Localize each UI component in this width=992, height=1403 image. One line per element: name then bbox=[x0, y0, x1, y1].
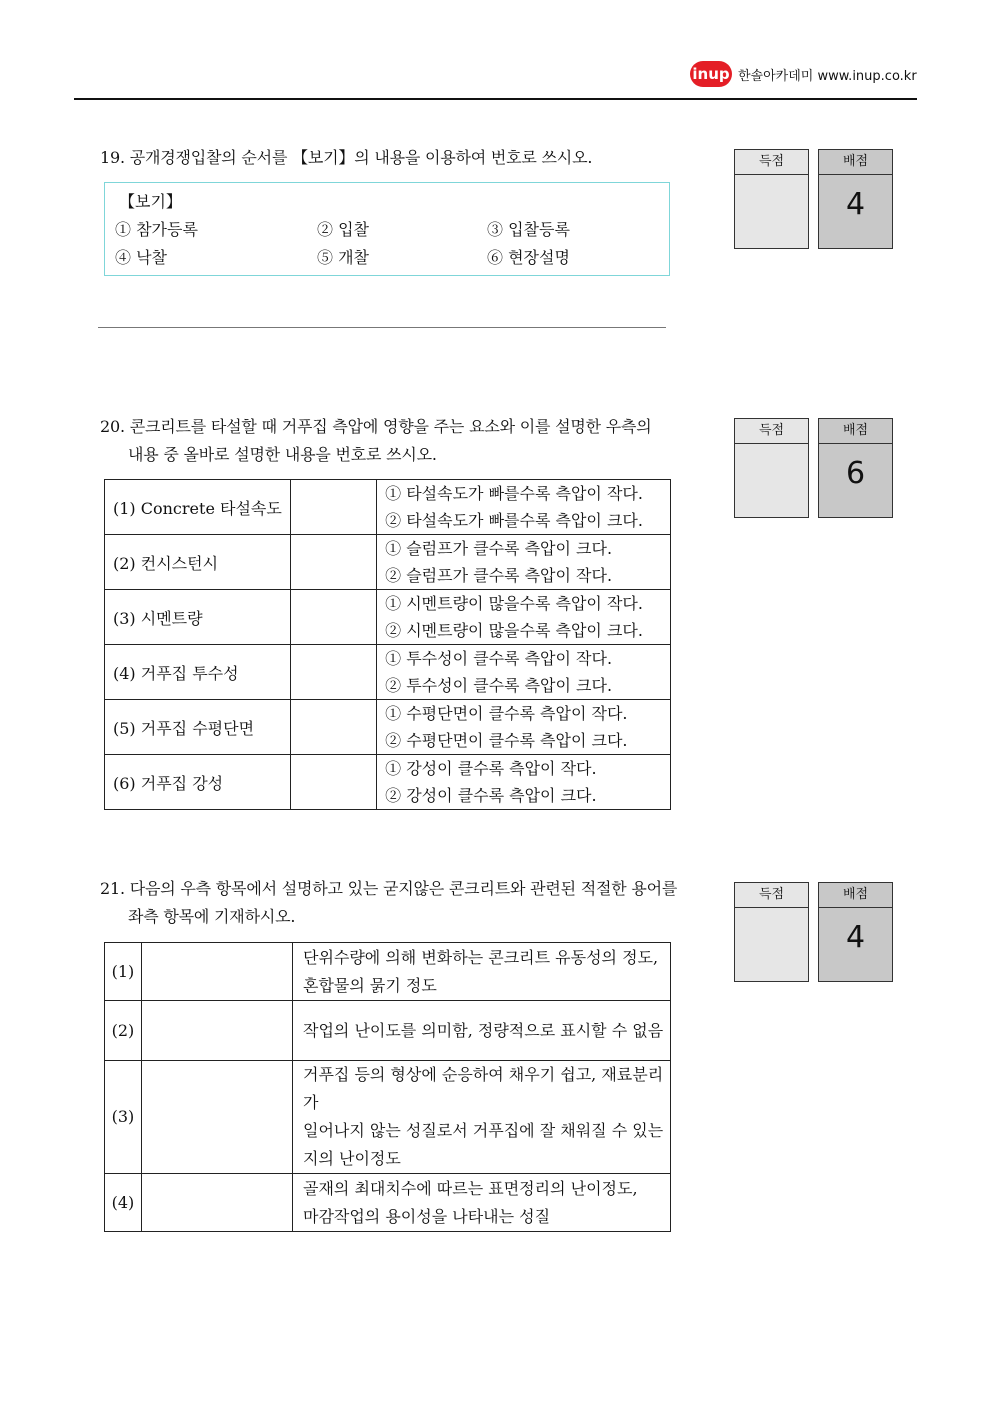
q21-desc bbox=[292, 943, 670, 1001]
q21-line2: 좌측 항목에 기재하시오. bbox=[128, 907, 296, 926]
q19-points-value: 4 bbox=[845, 187, 866, 222]
table-row bbox=[105, 535, 671, 590]
q20-score-points bbox=[818, 418, 893, 518]
q20-factor: (4) 거푸집 투수성 bbox=[105, 645, 291, 700]
q20-answer-cell[interactable] bbox=[290, 700, 377, 755]
q20-desc-b: ② 슬럼프가 클수록 측압이 작다. bbox=[385, 566, 613, 585]
table-row bbox=[105, 1174, 671, 1232]
q21-answer-cell[interactable] bbox=[141, 943, 292, 1001]
q20-got-label: 득점 bbox=[735, 419, 808, 444]
q19-score-got bbox=[734, 149, 809, 249]
q20-answer-cell[interactable] bbox=[290, 645, 377, 700]
q20-points-label: 배점 bbox=[819, 419, 892, 444]
q21-got-label: 득점 bbox=[735, 883, 808, 908]
table-row bbox=[105, 1061, 671, 1174]
table-row bbox=[105, 943, 671, 1001]
q20-line1: 콘크리트를 타설할 때 거푸집 측압에 영향을 주는 요소와 이를 설명한 우측의 bbox=[129, 417, 652, 436]
q21-row-number: (4) bbox=[105, 1174, 142, 1232]
brand-text: 한솔아카데미 www.inup.co.kr bbox=[738, 69, 917, 84]
q21-answer-cell[interactable] bbox=[141, 1174, 292, 1232]
q20-answer-cell[interactable] bbox=[290, 480, 377, 535]
q19-option-2: ② 입찰 bbox=[317, 220, 369, 239]
q20-answer-cell[interactable] bbox=[290, 590, 377, 645]
q20-desc-a: ① 투수성이 클수록 측압이 작다. bbox=[385, 649, 613, 668]
q19-option-4: ④ 낙찰 bbox=[115, 248, 167, 267]
q21-points-label: 배점 bbox=[819, 883, 892, 908]
q21-answer-cell[interactable] bbox=[141, 1061, 292, 1174]
q20-answer-cell[interactable] bbox=[290, 755, 377, 810]
q20-factor: (6) 거푸집 강성 bbox=[105, 755, 291, 810]
q21-number: 21. bbox=[100, 879, 125, 898]
table-row bbox=[105, 1001, 671, 1061]
q21-row-number: (2) bbox=[105, 1001, 142, 1061]
q20-factor: (1) Concrete 타설속도 bbox=[105, 480, 291, 535]
q20-factor: (2) 컨시스턴시 bbox=[105, 535, 291, 590]
q21-line1: 다음의 우측 항목에서 설명하고 있는 굳지않은 콘크리트와 관련된 적절한 용어를 bbox=[129, 879, 678, 898]
q20-desc bbox=[377, 700, 671, 755]
table-row bbox=[105, 645, 671, 700]
q19-points-label: 배점 bbox=[819, 150, 892, 175]
q20-number: 20. bbox=[100, 417, 125, 436]
q20-desc bbox=[377, 645, 671, 700]
q20-factor: (3) 시멘트량 bbox=[105, 590, 291, 645]
q20-table bbox=[104, 479, 671, 810]
q21-score-got bbox=[734, 882, 809, 982]
q20-desc-b: ② 투수성이 클수록 측압이 크다. bbox=[385, 676, 613, 695]
table-row bbox=[105, 480, 671, 535]
q19-score-points bbox=[818, 149, 893, 249]
q19-option-5: ⑤ 개찰 bbox=[317, 248, 369, 267]
q19-option-1: ① 참가등록 bbox=[115, 220, 198, 239]
q20-desc bbox=[377, 755, 671, 810]
q20-desc bbox=[377, 535, 671, 590]
q21-desc-line: 작업의 난이도를 의미함, 정량적으로 표시할 수 없음 bbox=[302, 1020, 664, 1040]
q20-points-value: 6 bbox=[845, 456, 866, 491]
q19-option-6: ⑥ 현장설명 bbox=[487, 248, 570, 267]
q20-score-got bbox=[734, 418, 809, 518]
q20-desc-b: ② 강성이 클수록 측압이 크다. bbox=[385, 786, 597, 805]
q21-desc-line: 골재의 최대치수에 따르는 표면정리의 난이정도, bbox=[302, 1178, 638, 1198]
inup-logo: inup bbox=[690, 61, 732, 87]
q21-desc-line: 지의 난이정도 bbox=[302, 1149, 401, 1168]
q20-desc bbox=[377, 590, 671, 645]
q21-desc-line: 일어나지 않는 성질로서 거푸집에 잘 채워질 수 있는 bbox=[302, 1121, 664, 1140]
q19-option-3: ③ 입찰등록 bbox=[487, 220, 570, 239]
q19-text: 공개경쟁입찰의 순서를 【보기】의 내용을 이용하여 번호로 쓰시오. bbox=[129, 148, 593, 167]
q21-answer-cell[interactable] bbox=[141, 1001, 292, 1061]
q20-desc-b: ② 시멘트량이 많을수록 측압이 크다. bbox=[385, 621, 643, 640]
q20-desc-a: ① 슬럼프가 클수록 측압이 크다. bbox=[385, 539, 613, 558]
q19-question bbox=[100, 144, 592, 172]
q21-desc bbox=[292, 1001, 670, 1061]
q20-desc-b: ② 타설속도가 빠를수록 측압이 크다. bbox=[385, 511, 643, 530]
q21-desc-line: 거푸집 등의 형상에 순응하여 채우기 쉽고, 재료분리가 bbox=[302, 1065, 664, 1112]
q20-desc-b: ② 수평단면이 클수록 측압이 크다. bbox=[385, 731, 628, 750]
q21-desc-line: 혼합물의 묽기 정도 bbox=[302, 975, 437, 995]
q20-desc-a: ① 수평단면이 클수록 측압이 작다. bbox=[385, 704, 628, 723]
q21-points-value: 4 bbox=[845, 920, 866, 955]
q20-factor: (5) 거푸집 수평단면 bbox=[105, 700, 291, 755]
q21-row-number: (1) bbox=[105, 943, 142, 1001]
q20-question bbox=[100, 413, 652, 469]
q19-got-label: 득점 bbox=[735, 150, 808, 175]
q21-score-points bbox=[818, 882, 893, 982]
q21-desc-line: 마감작업의 용이성을 나타내는 성질 bbox=[302, 1206, 551, 1226]
q19-number: 19. bbox=[100, 148, 125, 167]
table-row bbox=[105, 700, 671, 755]
q19-bogi-box bbox=[104, 182, 670, 276]
table-row bbox=[105, 590, 671, 645]
q21-row-number: (3) bbox=[105, 1061, 142, 1174]
table-row bbox=[105, 755, 671, 810]
q21-desc bbox=[292, 1061, 670, 1174]
q20-answer-cell[interactable] bbox=[290, 535, 377, 590]
q21-table bbox=[104, 942, 671, 1232]
q19-answer-line bbox=[98, 327, 666, 328]
header-divider bbox=[74, 98, 917, 100]
q20-desc-a: ① 타설속도가 빠를수록 측압이 작다. bbox=[385, 484, 643, 503]
q21-question bbox=[100, 875, 677, 931]
q21-desc-line: 단위수량에 의해 변화하는 콘크리트 유동성의 정도, bbox=[302, 947, 659, 967]
q19-bogi-title: 【보기】 bbox=[119, 192, 182, 211]
q20-desc bbox=[377, 480, 671, 535]
q20-desc-a: ① 강성이 클수록 측압이 작다. bbox=[385, 759, 597, 778]
q20-line2: 내용 중 올바로 설명한 내용을 번호로 쓰시오. bbox=[128, 445, 437, 464]
q21-desc bbox=[292, 1174, 670, 1232]
q20-desc-a: ① 시멘트량이 많을수록 측압이 작다. bbox=[385, 594, 643, 613]
